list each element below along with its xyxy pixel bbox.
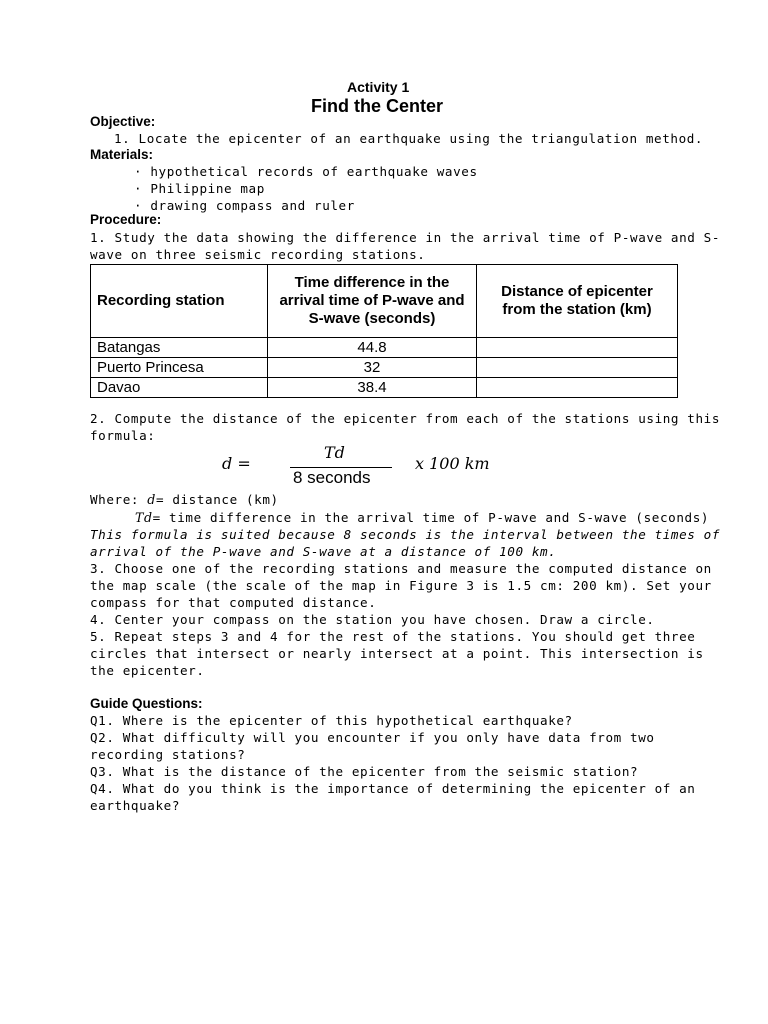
question-q2: recording stations? [90, 747, 246, 762]
procedure-label: Procedure: [90, 212, 162, 227]
formula-rhs: x 100 km [415, 454, 490, 473]
step1-text: wave on three seismic recording stations. [90, 247, 426, 262]
column-header-distance: Distance of epicenter from the station (km) [477, 265, 678, 338]
step4-text: 4. Center your compass on the station you have chosen. Draw a circle. [90, 612, 655, 627]
formula-note: This formula is suited because 8 seconds is the interval between the times of [90, 527, 721, 542]
formula-note: arrival of the P-wave and S-wave at a distance of 100 km. [90, 544, 557, 559]
column-header-time-difference: Time difference in the arrival time of P-wave and S-wave (seconds) [268, 265, 477, 338]
page-title: Find the Center [311, 96, 444, 116]
activity-number: Activity 1 [347, 79, 410, 95]
formula-lhs: d = [222, 454, 251, 473]
step3-text: 3. Choose one of the recording stations and measure the computed distance on [90, 561, 712, 576]
formula-denominator: 8 seconds [293, 468, 371, 487]
table-row [91, 338, 678, 358]
question-q3: Q3. What is the distance of the epicenter from the seismic station? [90, 764, 639, 779]
time-difference-cell: 44.8 [268, 338, 477, 358]
materials-label: Materials: [90, 147, 154, 162]
distance-cell [477, 378, 678, 398]
objective-item: 1. Locate the epicenter of an earthquake using the triangulation method. [114, 131, 704, 146]
formula-numerator: Td [324, 443, 345, 462]
step5-text: 5. Repeat steps 3 and 4 for the rest of the stations. You should get three [90, 629, 696, 644]
objective-label: Objective: [90, 114, 156, 129]
where-d-definition: = distance (km) [155, 492, 279, 507]
table-row [91, 358, 678, 378]
station-cell: Batangas [91, 338, 268, 358]
question-q1: Q1. Where is the epicenter of this hypothetical earthquake? [90, 713, 573, 728]
where-td-definition: = time difference in the arrival time of P-wave and S-wave (seconds) [152, 510, 710, 525]
guide-questions-label: Guide Questions: [90, 696, 203, 711]
where-label: Where: [90, 492, 140, 507]
station-cell: Puerto Princesa [91, 358, 268, 378]
time-difference-cell: 32 [268, 358, 477, 378]
variable-td: Td [135, 510, 153, 525]
table-row [91, 378, 678, 398]
distance-cell [477, 338, 678, 358]
materials-item: · hypothetical records of earthquake waves [134, 164, 478, 179]
materials-item: · Philippine map [134, 181, 265, 196]
variable-d: d [147, 492, 156, 507]
table-header-row [91, 265, 678, 338]
step1-text: 1. Study the data showing the difference in the arrival time of P-wave and S- [90, 230, 721, 245]
materials-item: · drawing compass and ruler [134, 198, 355, 213]
step2-text: 2. Compute the distance of the epicenter from each of the stations using this [90, 411, 721, 426]
step3-text: compass for that computed distance. [90, 595, 377, 610]
step5-text: the epicenter. [90, 663, 205, 678]
question-q4: earthquake? [90, 798, 181, 813]
step2-text: formula: [90, 428, 156, 443]
where-line-d [90, 491, 279, 508]
question-q2: Q2. What difficulty will you encounter if you only have data from two [90, 730, 655, 745]
where-line-td [135, 509, 709, 526]
column-header-station: Recording station [91, 265, 268, 338]
station-cell: Davao [91, 378, 268, 398]
arrival-time-table [90, 264, 678, 398]
distance-cell [477, 358, 678, 378]
time-difference-cell: 38.4 [268, 378, 477, 398]
step5-text: circles that intersect or nearly intersect at a point. This intersection is [90, 646, 704, 661]
step3-text: the map scale (the scale of the map in Figure 3 is 1.5 cm: 200 km). Set your [90, 578, 712, 593]
question-q4: Q4. What do you think is the importance of determining the epicenter of an [90, 781, 696, 796]
